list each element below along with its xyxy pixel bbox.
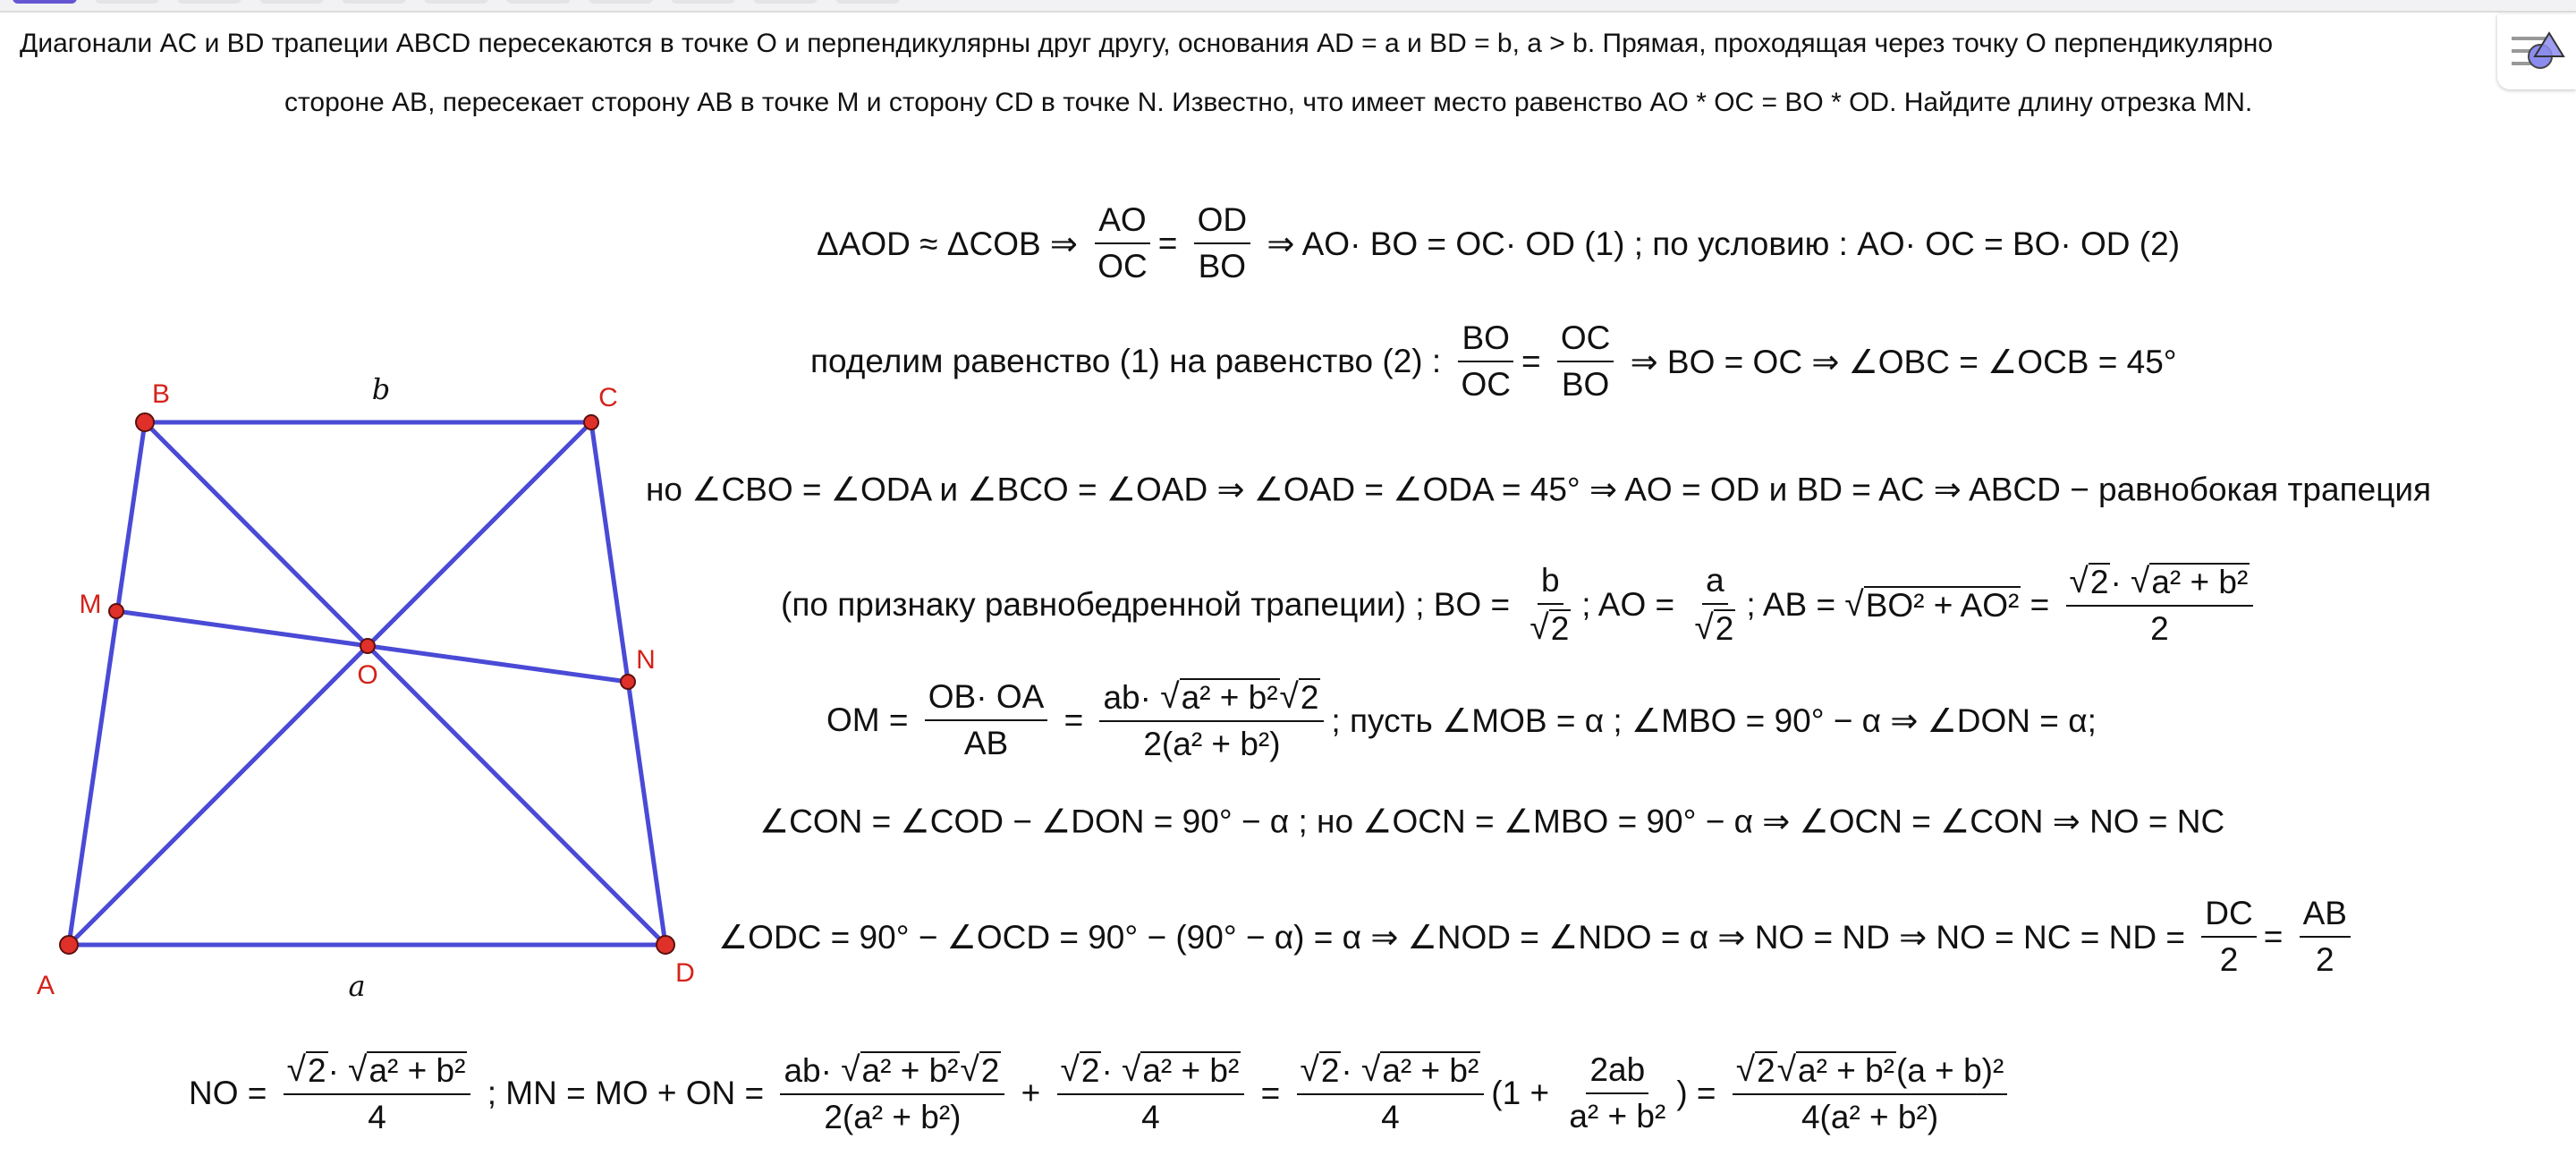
fraction xyxy=(284,1050,471,1136)
label-n: N xyxy=(636,645,656,675)
formula-text: 4 xyxy=(1141,1099,1160,1135)
radical-sign: √ xyxy=(1122,1050,1141,1089)
denominator xyxy=(2312,938,2338,979)
radical-sign: √ xyxy=(1776,1050,1797,1089)
point-c xyxy=(584,415,598,429)
radical-sign: √ xyxy=(1735,1050,1756,1089)
radicand: 2 xyxy=(2089,564,2109,601)
point-a xyxy=(60,936,78,954)
fraction xyxy=(1094,201,1151,285)
numerator xyxy=(1702,562,1728,605)
formula-text: OC xyxy=(1560,319,1611,356)
fraction xyxy=(1297,1050,1485,1136)
radical-sign: √ xyxy=(841,1050,860,1089)
label-b: B xyxy=(151,379,171,409)
radicand: 2 xyxy=(307,1052,326,1090)
formula-text: 2(a² + b²) xyxy=(824,1099,962,1135)
diagonal-bd xyxy=(145,422,665,945)
point-m xyxy=(109,604,123,618)
formula-text: поделим равенство (1) на равенство (2) : xyxy=(810,343,1451,379)
formula-text: (1 + xyxy=(1491,1075,1559,1111)
formula-text: AB xyxy=(2302,895,2347,931)
problem-text-line-1: Диагонали AC и BD трапеции ABCD пересекаются в точке O и перпендикулярны друг другу, основания AD = a и BD = b, a > b. Прямая, проходящая через точку O перпендикулярно xyxy=(20,29,2274,58)
formula-text: ⇒ AO· BO = OC· OD (1) ; по условию : AO· OC = BO· OD (2) xyxy=(1258,225,2181,262)
fraction xyxy=(1733,1050,2007,1136)
formula-text: 4 xyxy=(1381,1099,1400,1135)
label-o: O xyxy=(357,660,378,690)
fraction xyxy=(1457,319,1514,404)
point-d xyxy=(657,936,674,954)
radical-sign: √ xyxy=(1844,585,1864,624)
square-root xyxy=(1361,1050,1480,1090)
formula-text: = xyxy=(1521,343,1550,379)
formula-text: 4 xyxy=(368,1099,386,1135)
square-root xyxy=(348,1050,467,1090)
denominator xyxy=(1094,244,1151,285)
square-root xyxy=(2070,562,2111,601)
radical-sign: √ xyxy=(1160,677,1180,716)
square-root xyxy=(1530,608,1571,648)
square-root xyxy=(1301,1050,1342,1090)
formula-text: = xyxy=(1157,225,1187,261)
formula-text: OM = xyxy=(826,701,918,738)
side-label-b: b xyxy=(371,372,391,406)
denominator xyxy=(1526,605,1574,648)
fraction xyxy=(2066,562,2254,648)
formula-text: AB xyxy=(963,725,1009,761)
formula-text: BO xyxy=(1198,248,1247,285)
formula-text: = xyxy=(1055,701,1093,738)
formula-text: ; AB = xyxy=(1746,586,1845,623)
radicand: 2 xyxy=(1300,679,1319,717)
denominator xyxy=(1138,1095,1164,1136)
formula-line xyxy=(826,677,2097,763)
numerator xyxy=(1099,677,1324,722)
formula-line xyxy=(718,895,2358,979)
numerator xyxy=(1057,1050,1245,1095)
denominator xyxy=(2216,938,2242,979)
formula-text: = xyxy=(2263,918,2292,955)
formula-text: + xyxy=(1012,1075,1050,1111)
formula-text: 2 xyxy=(2150,610,2169,647)
denominator xyxy=(364,1095,390,1136)
radicand: a² + b² xyxy=(1142,1052,1240,1090)
radical-sign: √ xyxy=(348,1050,368,1089)
label-d: D xyxy=(675,958,695,988)
formula-text: DC xyxy=(2205,895,2253,931)
label-m: M xyxy=(79,590,102,619)
radicand: a² + b² xyxy=(2151,564,2249,601)
square-root xyxy=(1160,677,1279,717)
formula-text: 2 xyxy=(2315,941,2334,978)
formula-text: · xyxy=(1341,1052,1361,1089)
radicand: 2 xyxy=(1550,610,1570,648)
formula-text: 2ab xyxy=(1589,1051,1646,1088)
numerator xyxy=(1095,201,1149,244)
square-root xyxy=(1122,1050,1241,1090)
radical-sign: √ xyxy=(2069,562,2089,600)
fraction xyxy=(1057,1050,1245,1136)
label-c: C xyxy=(598,383,618,412)
fraction xyxy=(780,1050,1004,1136)
formula-text: (по признаку равнобедренной трапеции) ; BO = xyxy=(781,586,1520,623)
formula-text: a xyxy=(1706,562,1724,599)
fraction xyxy=(2300,895,2351,979)
formula-text: ∠CON = ∠COD − ∠DON = 90° − α ; но ∠OCN = ∠MBO = 90° − α ⇒ ∠OCN = ∠CON ⇒ NO = NC xyxy=(759,803,2225,840)
radical-sign: √ xyxy=(1060,1050,1080,1089)
formula-text: a² + b² xyxy=(1569,1098,1666,1135)
square-root xyxy=(1844,585,2021,625)
formula-text: ⇒ BO = OC ⇒ ∠OBC = ∠OCB = 45° xyxy=(1621,343,2177,380)
numerator xyxy=(780,1050,1004,1095)
radicand: BO² + AO² xyxy=(1865,587,2020,625)
radicand: a² + b² xyxy=(369,1052,466,1090)
formula-line xyxy=(810,319,2177,404)
fraction xyxy=(925,678,1048,762)
formula-text: = xyxy=(1251,1075,1290,1111)
formula-text: BO xyxy=(1462,319,1510,356)
radicand: a² + b² xyxy=(1382,1052,1479,1090)
point-b xyxy=(136,413,154,431)
numerator xyxy=(1297,1050,1485,1095)
radical-sign: √ xyxy=(286,1050,306,1089)
numerator xyxy=(1194,201,1251,244)
radical-sign: √ xyxy=(2131,562,2150,600)
numerator xyxy=(1557,319,1614,362)
fraction xyxy=(1526,562,1574,648)
square-root xyxy=(1694,608,1735,648)
denominator xyxy=(961,721,1012,762)
formula-text: ∠ODC = 90° − ∠OCD = 90° − (90° − α) = α ⇒ ∠NOD = ∠NDO = α ⇒ NO = ND ⇒ NO = NC = ND = xyxy=(718,918,2195,956)
formula-text: 2(a² + b²) xyxy=(1143,726,1281,762)
square-root xyxy=(1061,1050,1102,1090)
fraction xyxy=(1194,201,1251,285)
fraction xyxy=(1690,562,1739,648)
denominator xyxy=(1565,1094,1669,1135)
radical-sign: √ xyxy=(1694,608,1714,647)
diagonal-ac xyxy=(69,422,591,945)
formula-text: но ∠CBO = ∠ODA и ∠BCO = ∠OAD ⇒ ∠OAD = ∠ODA = 45° ⇒ AO = OD и BD = AC ⇒ ABCD − равнобокая трапеция xyxy=(646,471,2432,508)
formula-text: b xyxy=(1541,562,1560,599)
radical-sign: √ xyxy=(960,1050,979,1089)
formula-text: ) = xyxy=(1676,1075,1725,1111)
numerator xyxy=(925,678,1048,721)
formula-text: ab· xyxy=(784,1052,842,1089)
formula-text: = xyxy=(2021,586,2059,623)
radical-sign: √ xyxy=(1300,1050,1319,1089)
radicand: 2 xyxy=(1757,1052,1775,1090)
algebra-view-toggle-icon xyxy=(2508,30,2565,74)
formula-text: ; MN = MO + ON = xyxy=(478,1075,774,1111)
radicand: 2 xyxy=(980,1052,1000,1090)
algebra-view-toggle-button[interactable] xyxy=(2497,14,2576,89)
radicand: 2 xyxy=(1320,1052,1340,1090)
numerator xyxy=(2300,895,2351,938)
formula-text: OB· OA xyxy=(928,678,1045,715)
toolbar-tab[interactable] xyxy=(835,0,900,4)
numerator xyxy=(1586,1051,1648,1094)
formula-text: OC xyxy=(1097,248,1148,285)
radicand: 2 xyxy=(1715,610,1734,648)
denominator xyxy=(1377,1095,1403,1136)
square-root xyxy=(287,1050,328,1090)
square-root xyxy=(841,1050,960,1090)
formula-text: ; AO = xyxy=(1581,586,1684,623)
formula-line xyxy=(759,803,2224,841)
denominator xyxy=(1195,244,1250,285)
formula-text: ; пусть ∠MOB = α ; ∠MBO = 90° − α ⇒ ∠DON = α; xyxy=(1331,701,2097,739)
formula-text: 2 xyxy=(2219,941,2239,978)
denominator xyxy=(1798,1095,1942,1136)
formula-text: BO xyxy=(1561,366,1610,403)
denominator xyxy=(2147,607,2173,648)
numerator xyxy=(1538,562,1563,605)
numerator xyxy=(1733,1050,2007,1095)
radical-sign: √ xyxy=(1361,1050,1381,1089)
square-root xyxy=(960,1050,1001,1090)
formula-text: · xyxy=(2110,564,2131,600)
numerator xyxy=(284,1050,471,1095)
formula-text: · xyxy=(1101,1052,1123,1089)
square-root xyxy=(2131,562,2250,601)
denominator xyxy=(1457,362,1514,404)
point-n xyxy=(621,675,635,689)
formula-text: NO = xyxy=(189,1075,276,1111)
side-label-a: a xyxy=(348,969,366,1003)
formula-line xyxy=(189,1050,2014,1136)
square-root xyxy=(1280,677,1321,717)
label-a: A xyxy=(36,971,55,1000)
square-root xyxy=(1736,1050,1777,1090)
radicand: a² + b² xyxy=(1181,679,1278,717)
trapezoid-diagram xyxy=(0,0,805,1029)
point-o xyxy=(360,639,375,653)
radical-sign: √ xyxy=(1530,608,1549,647)
formula-line xyxy=(646,471,2431,509)
radicand: a² + b² xyxy=(1798,1052,1894,1090)
formula-text: ΔAOD ≈ ΔCOB ⇒ xyxy=(817,225,1088,262)
numerator xyxy=(1458,319,1513,362)
formula-text: 4(a² + b²) xyxy=(1801,1099,1939,1135)
fraction xyxy=(1565,1051,1669,1135)
fraction xyxy=(2201,895,2256,979)
formula-text: (a + b)² xyxy=(1896,1052,2004,1089)
formula-text: · xyxy=(327,1052,349,1089)
numerator xyxy=(2066,562,2254,607)
formula-text: AO xyxy=(1098,201,1147,238)
radicand: 2 xyxy=(1080,1052,1100,1090)
denominator xyxy=(1140,722,1284,763)
radical-sign: √ xyxy=(1279,677,1299,716)
formula-text: OD xyxy=(1197,201,1248,238)
fraction xyxy=(1099,677,1324,763)
radicand: a² + b² xyxy=(861,1052,959,1090)
denominator xyxy=(820,1095,964,1136)
formula-line xyxy=(781,562,2260,648)
formula-line xyxy=(817,201,2180,285)
denominator xyxy=(1558,362,1613,404)
formula-text: OC xyxy=(1461,366,1511,403)
formula-text: ab· xyxy=(1103,679,1161,716)
denominator xyxy=(1690,605,1739,648)
problem-text-line-2: стороне AB, пересекает сторону AB в точке M и сторону CD в точке N. Известно, что имеет место равенство AO * OC = BO * OD. Найдите длину отрезка MN. xyxy=(284,88,2253,117)
fraction xyxy=(1557,319,1614,404)
numerator xyxy=(2201,895,2256,938)
square-root xyxy=(1777,1050,1896,1090)
